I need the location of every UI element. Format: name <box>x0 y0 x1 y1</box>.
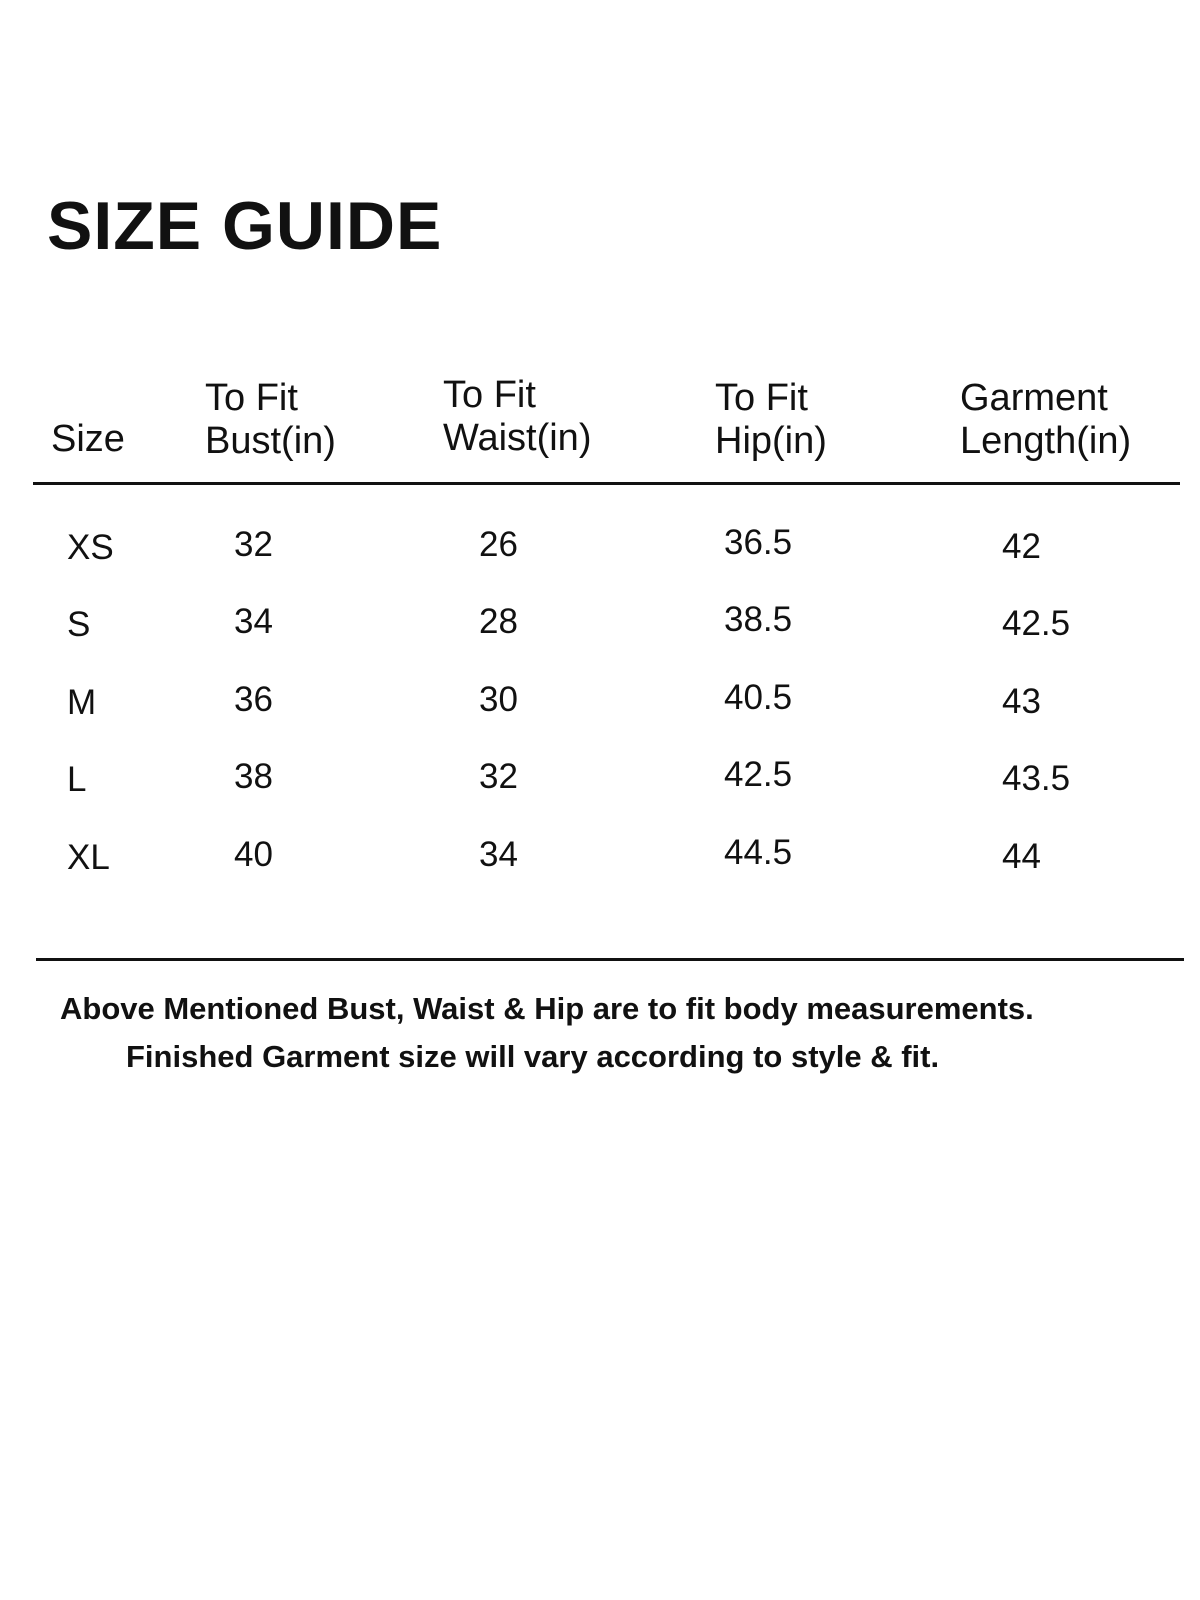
table-cell-waist: 34 <box>479 835 518 874</box>
table-cell-hip: 38.5 <box>724 600 793 639</box>
table-cell-waist: 26 <box>479 525 518 564</box>
table-cell-waist: 30 <box>479 680 518 719</box>
page-title: SIZE GUIDE <box>47 188 443 264</box>
header-line: Length(in) <box>960 420 1132 462</box>
note-line: Above Mentioned Bust, Waist & Hip are to fit body measurements. <box>60 991 1034 1026</box>
table-cell-waist: 28 <box>479 602 518 641</box>
table-cell-size: L <box>67 760 87 799</box>
table-cell-length: 42.5 <box>1002 604 1071 643</box>
table-cell-length: 42 <box>1002 527 1041 566</box>
table-cell-length: 43.5 <box>1002 759 1071 798</box>
header-line: Waist(in) <box>443 417 592 459</box>
footer-divider <box>36 958 1184 961</box>
column-header-bust <box>205 377 336 463</box>
table-cell-length: 44 <box>1002 837 1041 876</box>
table-cell-size: XS <box>67 528 114 567</box>
header-line: To Fit <box>443 374 536 416</box>
note-line: Finished Garment size will vary according to style & fit. <box>126 1039 940 1074</box>
header-line: Size <box>51 418 125 460</box>
table-cell-bust: 34 <box>234 602 273 641</box>
table-cell-hip: 40.5 <box>724 678 793 717</box>
table-cell-hip: 42.5 <box>724 755 793 794</box>
table-cell-length: 43 <box>1002 682 1041 721</box>
table-cell-bust: 32 <box>234 525 273 564</box>
table-cell-bust: 40 <box>234 835 273 874</box>
table-cell-size: M <box>67 683 97 722</box>
table-cell-waist: 32 <box>479 757 518 796</box>
table-cell-hip: 36.5 <box>724 523 793 562</box>
column-header-length <box>960 377 1131 463</box>
table-cell-hip: 44.5 <box>724 833 793 872</box>
header-divider <box>33 482 1180 485</box>
table-cell-bust: 36 <box>234 680 273 719</box>
column-header-hip <box>715 377 827 463</box>
table-cell-size: S <box>67 605 91 644</box>
header-line: Garment <box>960 377 1108 419</box>
table-cell-bust: 38 <box>234 757 273 796</box>
column-header-size <box>51 418 125 461</box>
header-line: Hip(in) <box>715 420 827 462</box>
column-header-waist <box>443 374 591 460</box>
header-line: Bust(in) <box>205 420 336 462</box>
table-cell-size: XL <box>67 838 110 877</box>
header-line: To Fit <box>715 377 808 419</box>
header-line: To Fit <box>205 377 298 419</box>
